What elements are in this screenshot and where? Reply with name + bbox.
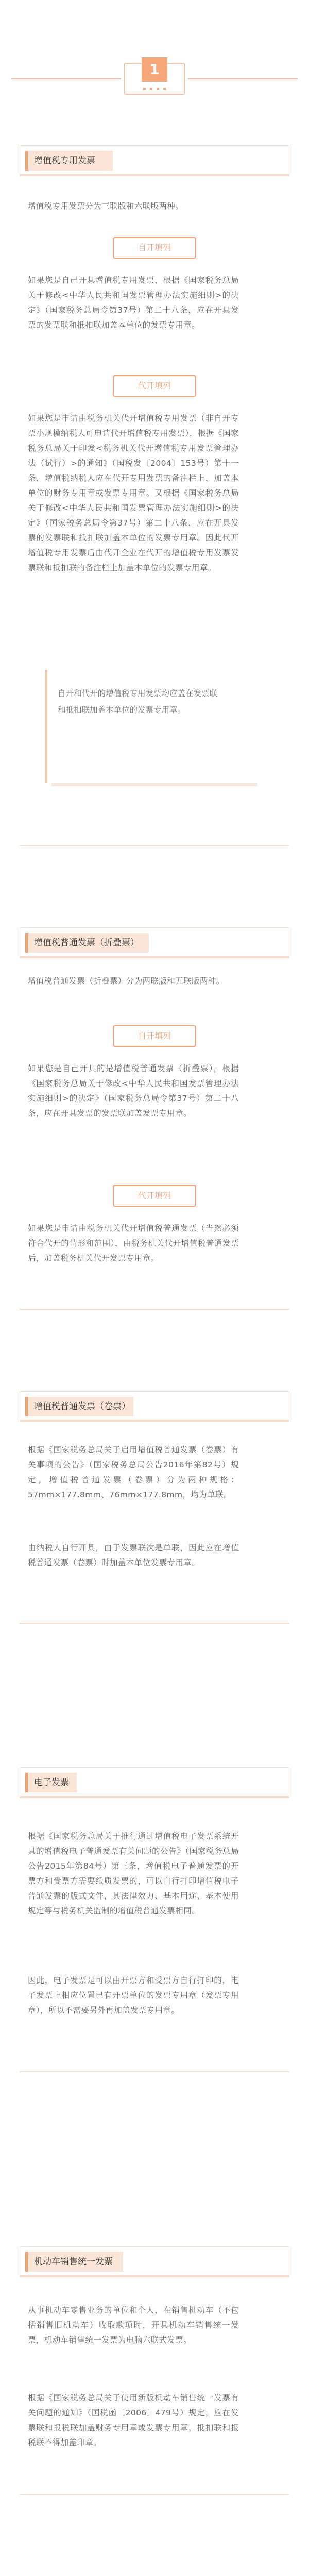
badge-left-line xyxy=(11,78,121,79)
section-divider xyxy=(20,1623,289,1624)
agent-issue-text: 如果您是申请由税务机关代开增值税普通发票（当然必须符合代开的情形和范围），由税务机关代开增值税普通发票后，加盖税务机关代开发票专用章。 xyxy=(28,1224,239,1263)
section-text: 根据《国家税务总局关于启用增值税普通发票（卷票）有关事项的公告》（国家税务总局公告2016年第82号）规定，增值税普通发票（卷票）分为两种规格：57mm×177.8mm、76mm×177.8mm，均为单联。 xyxy=(28,1445,239,1499)
section-text: 由纳税人自行开具，由于发票联次是单联，因此应在增值税普通发票（卷票）时加盖本单位发票专用章。 xyxy=(28,1543,239,1567)
section-divider xyxy=(20,1309,289,1310)
section-header xyxy=(20,1768,289,1798)
section-header xyxy=(20,1392,289,1421)
section-header xyxy=(20,146,289,176)
section-title: 增值税专用发票 xyxy=(34,156,95,166)
agent-issue-label: 代开填列 xyxy=(113,375,196,397)
section-number-badge xyxy=(0,29,309,111)
agent-issue-text: 如果您是申请由税务机关代开增值税专用发票（非自开专票小规模纳税人可申请代开增值税专用发票），根据《国家税务总局关于印发<税务机关代开增值税专用发票管理办法（试行）>的通知》（国税发〔2004〕153号）第十一条，增值税纳税人应在代开专用发票的备注栏上，加盖本单位的财务专用章或发票专用章。又根据《国家税务总局关于修改<中华人民共和国发票管理办法实施细则>的决定》（国家税务总局令第37号）第二十八条，应在开具发票的发票联和抵扣联加盖本单位的发票专用章。因此代开增值税专用发票后由代开企业在代开的增值税专用发票发票联和抵扣联的备注栏上加盖本单位的发票专用章。 xyxy=(28,414,239,572)
section-title-band xyxy=(25,933,149,953)
section-title-band xyxy=(25,2252,123,2272)
section-divider xyxy=(20,845,289,846)
section-title: 电子发票 xyxy=(34,1777,69,1788)
section-title: 增值税普通发票（折叠票） xyxy=(34,938,139,948)
self-issue-text: 如果您是自己开具的是增值税普通发票（折叠票），根据《国家税务总局关于修改<中华人民共和国发票管理办法实施细则>的决定》（国家税务总局令第37号）第二十八条，应在开具发票的发票联加盖发票专用章。 xyxy=(28,1064,239,1118)
section-card-vehicle-invoice xyxy=(20,2246,289,2277)
section-title: 机动车销售统一发票 xyxy=(34,2257,113,2267)
section-card-folded-invoice xyxy=(20,927,289,958)
badge-number: 1 xyxy=(142,57,167,82)
section-title: 增值税普通发票（卷票） xyxy=(34,1401,130,1412)
section-header xyxy=(20,928,289,958)
section-card-electronic-invoice xyxy=(20,1767,289,1798)
section-card-special-invoice xyxy=(20,145,289,176)
section-text: 根据《国家税务总局关于使用新版机动车销售统一发票有关问题的通知》（国税函〔2006〕479号）规定，应在发票联和报税联加盖财务专用章或发票专用章，抵扣联和报税联不得加盖印章。 xyxy=(28,2393,239,2447)
section-divider xyxy=(20,2071,289,2072)
self-issue-label: 自开填列 xyxy=(113,237,196,259)
section-divider xyxy=(20,2494,289,2495)
agent-issue-label: 代开填列 xyxy=(113,1185,196,1207)
section-card-roll-invoice xyxy=(20,1391,289,1422)
self-issue-label: 自开填列 xyxy=(113,1025,196,1047)
section-intro: 增值税普通发票（折叠票）分为两联版和五联版两种。 xyxy=(28,976,225,986)
note-underline xyxy=(52,783,258,786)
section-header xyxy=(20,2247,289,2277)
self-issue-text: 如果您是自己开具增值税专用发票，根据《国家税务总局关于修改<中华人民共和国发票管理办法实施细则>的决定》（国家税务总局令第37号）第二十八条，应在开具发票的发票联和抵扣联加盖本单位的发票专用章。 xyxy=(28,276,239,330)
summary-note-text: 自开和代开的增值税专用发票均应盖在发票联和抵扣联加盖本单位的发票专用章。 xyxy=(58,689,218,715)
section-title-band xyxy=(25,1397,133,1416)
section-title-band xyxy=(25,151,113,171)
section-text: 因此，电子发票是可以由开票方和受票方自行打印的，电子发票上相应位置已有开票单位的发票专用章（发票专用章），所以不需要另外再加盖发票专用章。 xyxy=(28,1976,239,2015)
section-intro: 增值税专用发票分为三联版和六联版两种。 xyxy=(28,201,184,211)
badge-right-line xyxy=(188,78,298,79)
section-text: 根据《国家税务总局关于推行通过增值税电子发票系统开具的增值税电子普通发票有关问题的公告》（国家税务总局公告2015年第84号）第三条，增值税电子普通发票的开票方和受票方需要纸质发票的，可以自行打印增值税电子普通发票的版式文件，其法律效力、基本用途、基本使用规定等与税务机关监制的增值税普通发票相同。 xyxy=(28,1832,239,1916)
badge-dots xyxy=(143,88,166,90)
section-text: 从事机动车零售业务的单位和个人，在销售机动车（不包括销售旧机动车）收取款项时，开具机动车销售统一发票，机动车销售统一发票为电脑六联式发票。 xyxy=(28,2306,239,2345)
summary-note xyxy=(45,670,264,783)
section-title-band xyxy=(25,1773,77,1792)
